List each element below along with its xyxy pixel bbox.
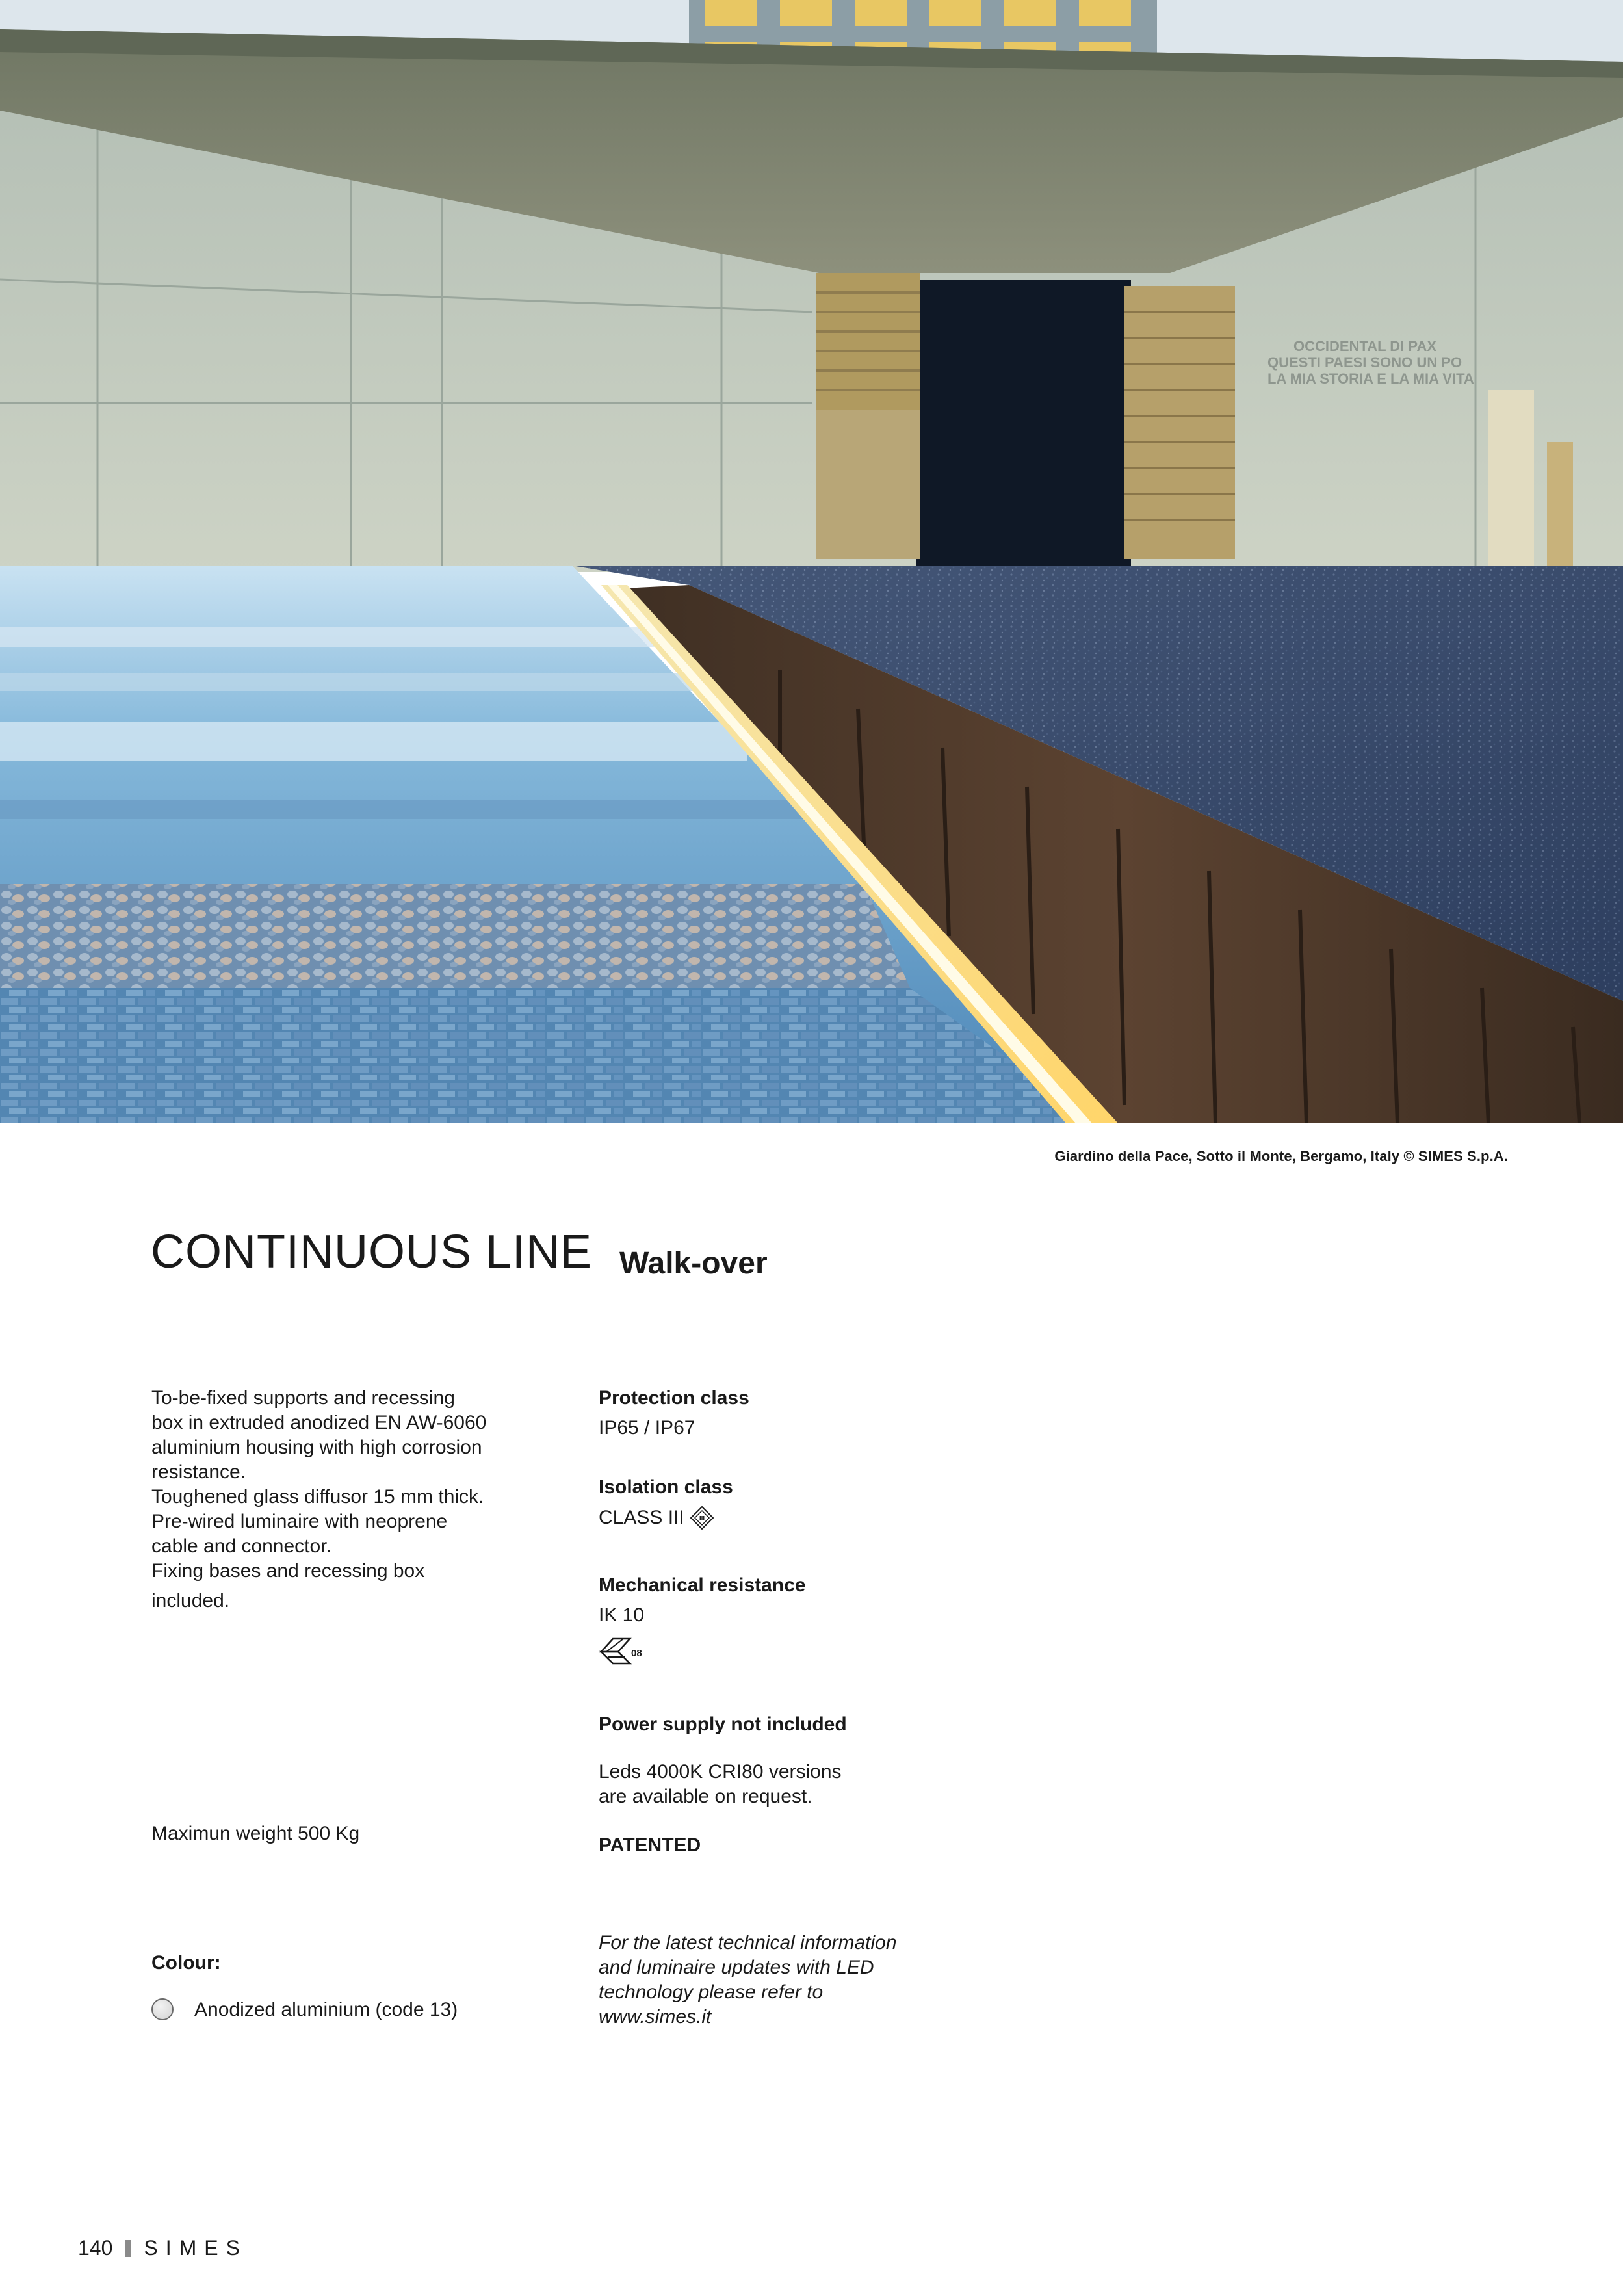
description-line: Pre-wired luminaire with neoprene: [151, 1511, 448, 1532]
product-title: CONTINUOUS LINE: [151, 1226, 593, 1278]
isolation-class-value: CLASS III: [599, 1507, 684, 1528]
info-line: technology please refer to: [599, 1981, 824, 2003]
page-footer: [78, 2236, 248, 2260]
leds-note: [599, 1760, 842, 1809]
product-subtitle: Walk-over: [619, 1246, 768, 1281]
building-courtyard-photo: [0, 0, 1623, 1123]
description-line: aluminium housing with high corrosion: [151, 1437, 482, 1458]
power-supply-note: Power supply not included: [599, 1714, 847, 1735]
isolation-class-label: Isolation class: [599, 1476, 733, 1498]
svg-text:III: III: [699, 1515, 705, 1522]
footer-divider: [125, 2240, 131, 2257]
mechanical-resistance-value: IK 10: [599, 1604, 645, 1626]
leds-note-line: Leds 4000K CRI80 versions: [599, 1761, 842, 1782]
description-line: cable and connector.: [151, 1535, 331, 1557]
description-line: included.: [151, 1590, 230, 1611]
inscription-line: LA MIA STORIA E LA MIA VITA: [1267, 371, 1474, 387]
patented-label: PATENTED: [599, 1834, 701, 1856]
photo-caption: Giardino della Pace, Sotto il Monte, Bergamo, Italy © SIMES S.p.A.: [1054, 1148, 1508, 1164]
description-line: Toughened glass diffusor 15 mm thick.: [151, 1486, 484, 1507]
colour-value: Anodized aluminium (code 13): [194, 1999, 458, 2020]
leds-note-line: are available on request.: [599, 1786, 812, 1807]
max-weight: Maximun weight 500 Kg: [151, 1823, 360, 1844]
colour-swatch: [151, 1998, 174, 2020]
mechanical-resistance-label: Mechanical resistance: [599, 1574, 806, 1596]
protection-class-value: IP65 / IP67: [599, 1417, 695, 1439]
class-iii-icon: [690, 1506, 714, 1530]
product-description: [151, 1386, 486, 1613]
inscription-line: QUESTI PAESI SONO UN PO: [1267, 354, 1462, 371]
info-line: For the latest technical information: [599, 1932, 897, 1953]
technical-info-note: [599, 1931, 897, 2029]
ik-rating-icon: [599, 1635, 644, 1671]
info-line: and luminaire updates with LED: [599, 1957, 874, 1978]
description-line: To-be-fixed supports and recessing: [151, 1387, 455, 1409]
inscription-line: OCCIDENTAL DI PAX: [1293, 338, 1437, 354]
description-line: box in extruded anodized EN AW-6060: [151, 1412, 487, 1433]
brand-name: SIMES: [144, 2236, 248, 2260]
page-number: 140: [78, 2236, 113, 2260]
colour-label: Colour:: [151, 1952, 221, 1974]
description-line: Fixing bases and recessing box: [151, 1560, 425, 1582]
svg-text:08: 08: [631, 1648, 642, 1659]
protection-class-label: Protection class: [599, 1387, 749, 1409]
description-line: resistance.: [151, 1461, 246, 1483]
website-link[interactable]: www.simes.it: [599, 2006, 712, 2028]
isolation-class-row: [599, 1506, 714, 1530]
